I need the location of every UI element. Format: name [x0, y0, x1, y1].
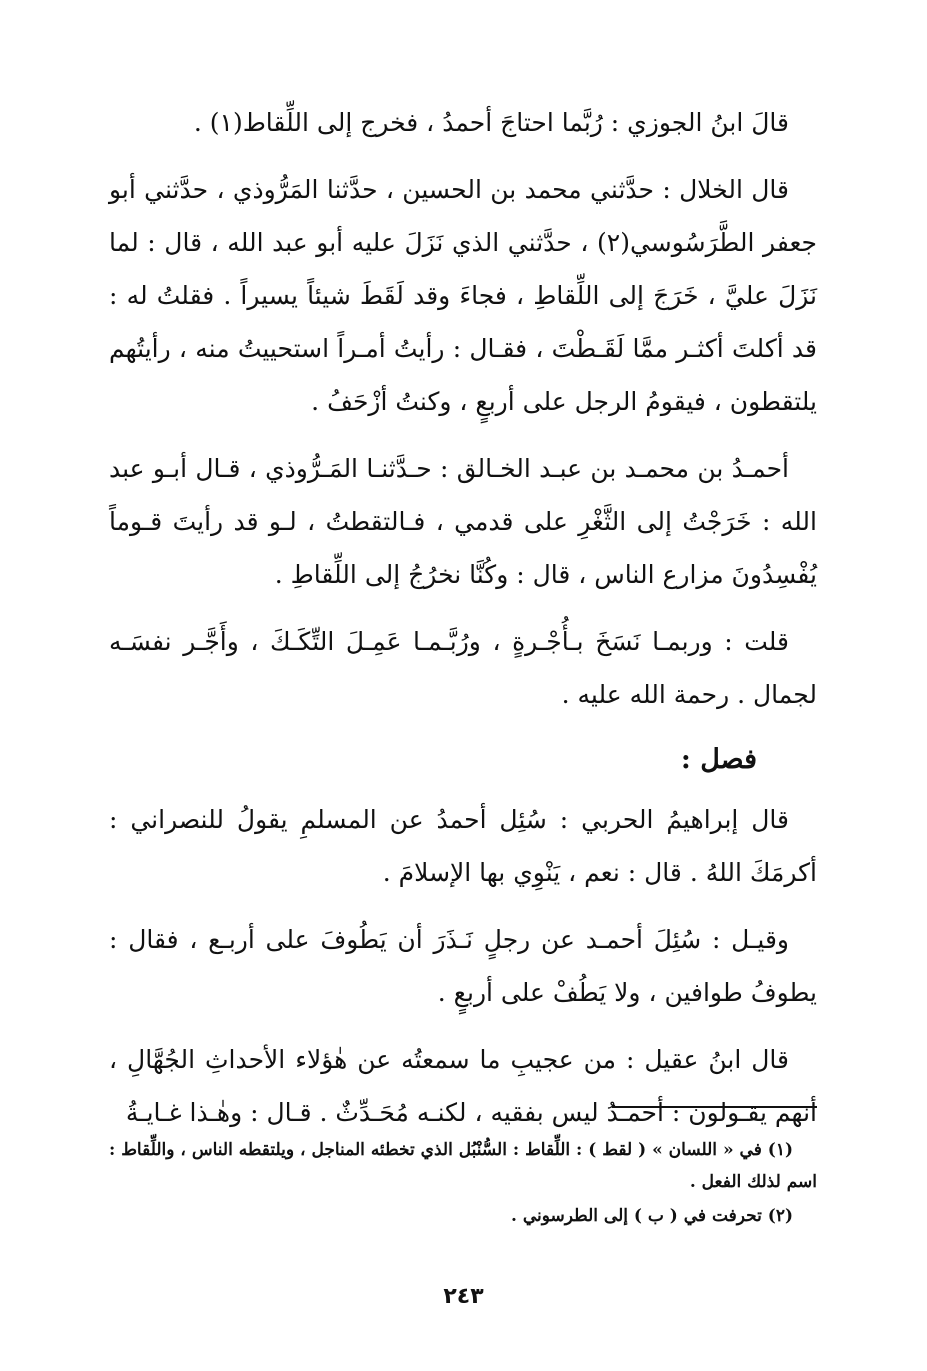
paragraph-ahmad-ibn-muhammad: أحمـدُ بن محمـد بن عبـد الخـالق : حـدَّثنـا المَـرُّوذي ، قـال أبـو عبد الله : خَرَجْتُ إلى الثَّغْرِ على قدمي ، فـالتقطتُ ، لـو قد رأيتَ قـوماً يُفْسِدُونَ مزارع الناس ، قال : وكُنَّا نخرُجُ إلى اللِّقاطِ . — [109, 454, 817, 589]
paragraph-al-khallal: قال الخلال : حدَّثني محمد بن الحسين ، حدَّثنا المَرُّوذي ، حدَّثني أبو جعفر الطَّرَسُوسي(٢) ، حدَّثني الذي نَزَلَ عليه أبو عبد الله ، قال : لما نَزَلَ عليَّ ، خَرَجَ إلى اللِّقاطِ ، فجاءَ وقد لَقَطَ شيئاً يسيراً . فقلتُ له : قد أكلتَ أكثـر ممَّا لَقَـطْتَ ، فقـال : رأيتُ أمـراً استحييتُ منه ، رأيتُهم يلتقطون ، فيقومُ الرجل على أربعٍ ، وكنتُ أزْحَفُ . — [109, 175, 818, 416]
page-number: ٢٤٣ — [443, 1284, 484, 1309]
footnote-2: (٢) تحرفت في ( ب ) إلى الطرسوني . — [510, 1206, 793, 1226]
footnote-1: (١) في « اللسان » ( لقط ) : اللِّقاط : السُّنْبُل الذي تخطئه المناجل ، ويلتقطه الناس ، واللِّقاط : اسم لذلك الفعل . — [109, 1140, 817, 1192]
footnotes — [109, 1134, 817, 1234]
section-heading: فصل : — [680, 744, 757, 775]
footnote-divider — [612, 1106, 817, 1108]
paragraph-ibn-aqil: قال ابنُ عقيل : من عجيبِ ما سمعتُه عن هٰؤلاء الأحداثِ الجُهَّالِ ، أنهم يقـولون : أحمـدُ ليس بفقيه ، لكنـه مُحَـدِّثٌ . قـال : وهٰـذا غـايـةُ — [109, 1045, 817, 1127]
paragraph-author-note: قلت : وربمـا نَسَخَ بـأُجْـرةٍ ، ورُبَّـمـا عَمِـلَ التِّكَـكَ ، وأَجَّـر نفسَـه لجمال . رحمة الله عليه . — [109, 627, 817, 709]
paragraph-wa-qila: وقيـل : سُئِلَ أحمـد عن رجلٍ نَـذَرَ أن يَطُوفَ على أربـع ، فقال : يطوفُ طوافين ، ولا يَطُفْ على أربعٍ . — [109, 925, 817, 1007]
main-text — [109, 96, 817, 1153]
paragraph-ibrahim-al-harbi: قال إبراهيمُ الحربي : سُئِل أحمدُ عن المسلمِ يقولُ للنصراني : أكرمَكَ اللهُ . قال : نعم ، يَنْوِي بها الإسلامَ . — [109, 805, 817, 887]
paragraph-ibn-al-jawzi: قالَ ابنُ الجوزي : رُبَّما احتاجَ أحمدُ ، فخرج إلى اللِّقاط(١) . — [193, 108, 789, 137]
